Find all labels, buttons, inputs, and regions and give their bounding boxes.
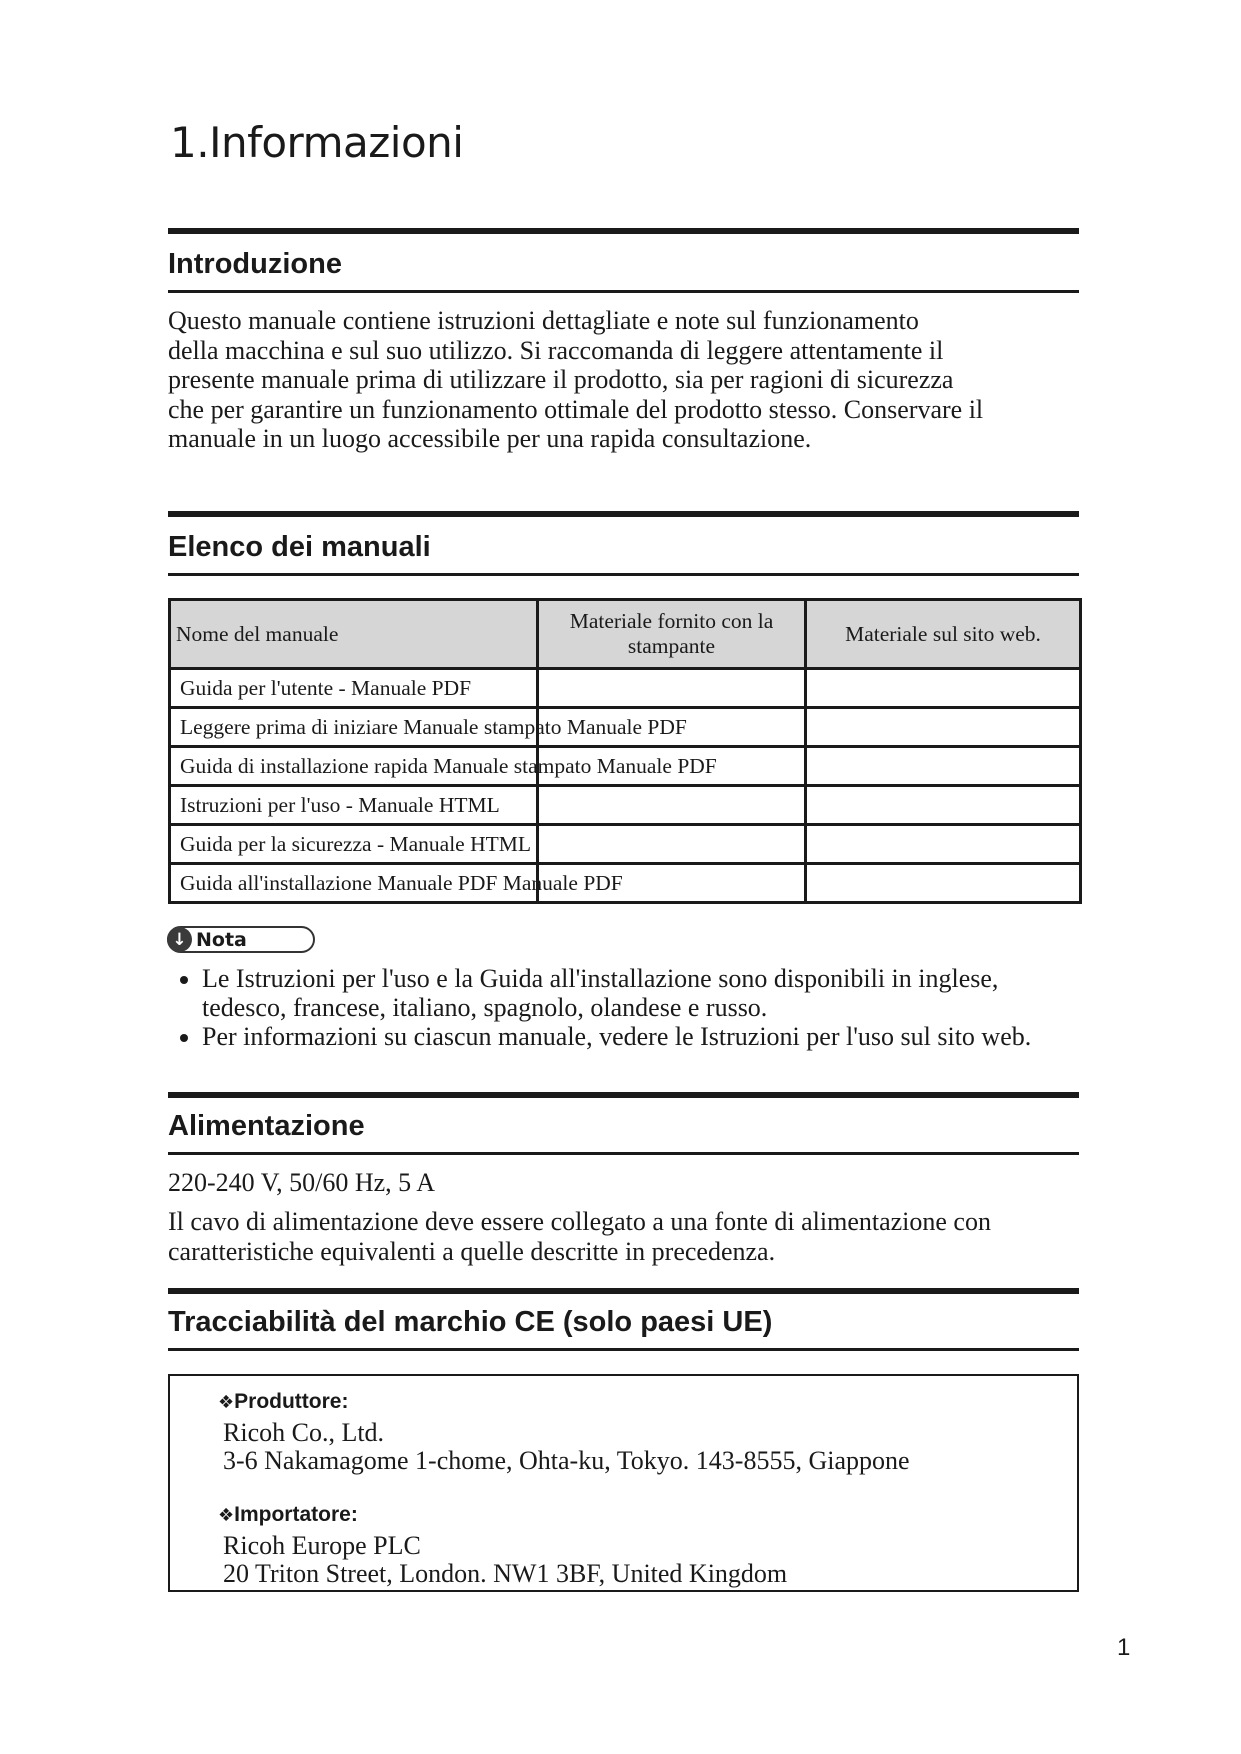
table-cell [806,669,1081,708]
table-cell [806,864,1081,903]
manufacturer-label [218,1390,348,1414]
note-badge [167,926,315,953]
chapter-title: 1.Informazioni [170,118,464,167]
section-rule-bottom [168,1152,1079,1155]
table-row [170,669,1081,708]
table-cell-name: Leggere prima di iniziare Manuale stampato Manuale PDF [170,708,538,747]
power-rating: 220-240 V, 50/60 Hz, 5 A [168,1168,435,1197]
table-row [170,864,1081,903]
table-cell [806,747,1081,786]
table-cell [806,825,1081,864]
intro-line: Questo manuale contiene istruzioni dettagliate e note sul funzionamento [168,306,919,335]
ce-info-box [168,1374,1079,1592]
manufacturer-label-text: Produttore: [234,1390,349,1413]
table-cell [806,708,1081,747]
ce-heading: Tracciabilità del marchio CE (solo paesi UE) [168,1306,773,1338]
importer-label [218,1503,358,1527]
intro-heading: Introduzione [168,248,342,280]
section-rule-bottom [168,573,1079,576]
importer-address: 20 Triton Street, London. NW1 3BF, United Kingdom [223,1559,788,1588]
table-row [170,708,1081,747]
header-manual-name: Nome del manuale [170,600,538,669]
diamond-icon: ❖ [218,1505,235,1526]
power-paragraph [168,1207,1088,1266]
power-heading: Alimentazione [168,1110,365,1142]
section-rule-top [168,228,1079,234]
section-rule-top [168,511,1079,517]
intro-line: della macchina e sul suo utilizzo. Si raccomanda di leggere attentamente il [168,335,944,365]
intro-paragraph [168,306,1088,454]
manufacturer-name: Ricoh Co., Ltd. [223,1418,385,1447]
note-item: Per informazioni su ciascun manuale, vedere le Istruzioni per l'uso sul sito web. [168,1022,1068,1051]
header-printed-material: Materiale fornito con la stampante [538,600,806,669]
table-cell-name: Guida all'installazione Manuale PDF Manuale PDF [170,864,538,903]
table-header-row [170,600,1081,669]
section-rule-bottom [168,1348,1079,1351]
table-row [170,825,1081,864]
table-cell [806,786,1081,825]
intro-line: presente manuale prima di utilizzare il prodotto, sia per ragioni di sicurezza [168,365,954,394]
power-line: Il cavo di alimentazione deve essere collegato a una fonte di alimentazione con [168,1207,991,1236]
importer-label-text: Importatore: [234,1503,358,1526]
note-list [168,964,1068,1051]
table-cell [538,786,806,825]
table-row [170,786,1081,825]
section-rule-top [168,1288,1079,1294]
note-label: Nota [196,928,247,951]
table-cell-name: Guida per la sicurezza - Manuale HTML [170,825,538,864]
table-cell-name: Guida di installazione rapida Manuale stampato Manuale PDF [170,747,538,786]
header-web-material: Materiale sul sito web. [806,600,1081,669]
table-cell-name: Istruzioni per l'uso - Manuale HTML [170,786,538,825]
section-rule-top [168,1092,1079,1098]
manuals-heading: Elenco dei manuali [168,531,431,563]
manufacturer-address: 3-6 Nakamagome 1-chome, Ohta-ku, Tokyo. 143-8555, Giappone [223,1446,910,1475]
table-row [170,747,1081,786]
table-cell [538,825,806,864]
manuals-table [168,598,1082,904]
arrow-down-icon: ↓ [167,927,192,952]
table-cell-name: Guida per l'utente - Manuale PDF [170,669,538,708]
section-rule-bottom [168,290,1079,293]
note-item: Le Istruzioni per l'uso e la Guida all'installazione sono disponibili in inglese, tedesco, francese, italiano, spagnolo, olandese e russo. [168,964,1068,1022]
intro-line: che per garantire un funzionamento ottimale del prodotto stesso. Conservare il [168,394,984,424]
diamond-icon: ❖ [218,1392,235,1413]
importer-name: Ricoh Europe PLC [223,1531,421,1560]
table-cell [538,669,806,708]
page-number: 1 [1117,1634,1131,1661]
intro-line: manuale in un luogo accessibile per una rapida consultazione. [168,424,812,453]
power-line: caratteristiche equivalenti a quelle descritte in precedenza. [168,1236,776,1266]
